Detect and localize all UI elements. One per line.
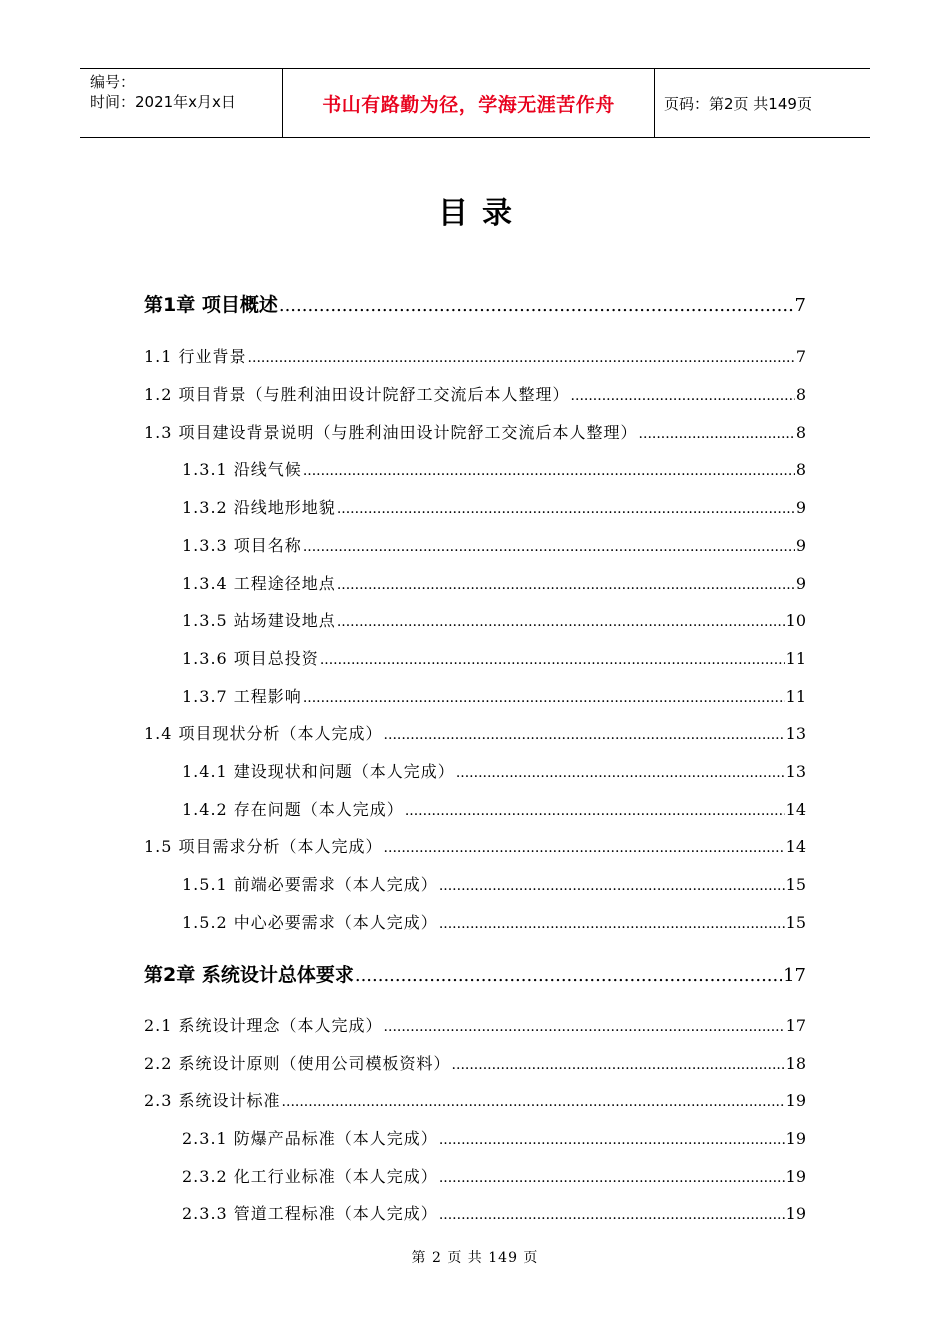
toc-entry-label: 1.2 项目背景（与胜利油田设计院舒工交流后本人整理） xyxy=(144,385,570,404)
toc-dot-leader xyxy=(337,614,785,630)
toc-entry[interactable] xyxy=(144,382,806,405)
toc-entry-page: 7 xyxy=(794,295,806,316)
toc-entry[interactable] xyxy=(182,495,806,518)
toc-entry-label: 2.3.3 管道工程标准（本人完成） xyxy=(182,1204,438,1223)
toc-entry[interactable] xyxy=(182,571,806,594)
toc-entry-label: 1.3.4 工程途径地点 xyxy=(182,574,336,593)
toc-entry-page: 19 xyxy=(785,1129,806,1148)
header-left-cell xyxy=(80,69,282,137)
toc-entry-label: 1.4.2 存在问题（本人完成） xyxy=(182,800,404,819)
toc-entry-page: 15 xyxy=(785,875,806,894)
page-footer: 第 2 页 共 149 页 xyxy=(411,1250,539,1266)
toc-entry-label: 2.3 系统设计标准 xyxy=(144,1091,281,1110)
toc-dot-leader xyxy=(303,539,795,555)
toc-entry-label: 2.3.1 防爆产品标准（本人完成） xyxy=(182,1129,438,1148)
toc-entry-label: 1.3.2 沿线地形地貌 xyxy=(182,498,336,517)
toc-entry-label: 2.2 系统设计原则（使用公司模板资料） xyxy=(144,1054,451,1073)
toc-entry[interactable] xyxy=(144,1088,806,1111)
toc-entry-page: 17 xyxy=(783,965,806,986)
toc-entry[interactable] xyxy=(144,721,806,744)
page-header xyxy=(80,68,870,138)
toc-entry-label: 1.1 行业背景 xyxy=(144,347,247,366)
toc-entry-page: 8 xyxy=(795,460,806,479)
toc-dot-leader xyxy=(337,577,795,593)
toc-entry-page: 14 xyxy=(785,800,806,819)
toc-entry-page: 11 xyxy=(785,649,806,668)
toc-dot-leader xyxy=(355,965,782,986)
toc-entry[interactable] xyxy=(144,960,806,987)
toc-entry-page: 9 xyxy=(795,498,806,517)
toc-entry-page: 18 xyxy=(785,1054,806,1073)
toc-entry[interactable] xyxy=(182,608,806,631)
toc-dot-leader xyxy=(405,803,785,819)
toc-entry-page: 7 xyxy=(795,347,806,366)
toc-entry[interactable] xyxy=(182,646,806,669)
toc-dot-leader xyxy=(248,350,795,366)
header-motto: 书山有路勤为径，学海无涯苦作舟 xyxy=(282,69,655,137)
toc-entry-page: 17 xyxy=(785,1016,806,1035)
toc-entry-page: 13 xyxy=(785,762,806,781)
toc-entry[interactable] xyxy=(182,1126,806,1149)
document-number-label: 编号： xyxy=(90,73,136,91)
toc-entry-label: 1.4 项目现状分析（本人完成） xyxy=(144,724,383,743)
toc-entry-label: 1.3.1 沿线气候 xyxy=(182,460,302,479)
toc-entry-page: 8 xyxy=(795,423,806,442)
toc-dot-leader xyxy=(571,388,795,404)
toc-dot-leader xyxy=(337,501,795,517)
toc-entry[interactable] xyxy=(182,457,806,480)
header-page-info: 页码：第2页 共149页 xyxy=(664,94,812,113)
toc-dot-leader xyxy=(439,1132,785,1148)
toc-dot-leader xyxy=(384,1019,785,1035)
toc-dot-leader xyxy=(439,916,785,932)
toc-entry[interactable] xyxy=(182,533,806,556)
toc-dot-leader xyxy=(439,1207,785,1223)
toc-entry-label: 2.3.2 化工行业标准（本人完成） xyxy=(182,1167,438,1186)
toc-entry-page: 19 xyxy=(785,1167,806,1186)
toc-dot-leader xyxy=(439,1170,785,1186)
document-date: 时间：2021年x月x日 xyxy=(90,93,236,111)
toc-dot-leader xyxy=(384,840,785,856)
toc-entry-page: 14 xyxy=(785,837,806,856)
toc-entry-label: 第2章 系统设计总体要求 xyxy=(144,964,354,986)
toc-dot-leader xyxy=(303,690,785,706)
toc-entry[interactable] xyxy=(144,290,806,317)
toc-dot-leader xyxy=(384,727,785,743)
toc-entry-label: 2.1 系统设计理念（本人完成） xyxy=(144,1016,383,1035)
toc-entry[interactable] xyxy=(182,759,806,782)
toc-entry-label: 1.5.1 前端必要需求（本人完成） xyxy=(182,875,438,894)
toc-entry[interactable] xyxy=(182,872,806,895)
toc-dot-leader xyxy=(639,426,795,442)
toc-entry-label: 第1章 项目概述 xyxy=(144,294,278,316)
toc-entry-label: 1.4.1 建设现状和问题（本人完成） xyxy=(182,762,455,781)
toc-entry[interactable] xyxy=(182,797,806,820)
toc-entry-label: 1.3.6 项目总投资 xyxy=(182,649,319,668)
toc-entry[interactable] xyxy=(144,344,806,367)
toc-entry-label: 1.3 项目建设背景说明（与胜利油田设计院舒工交流后本人整理） xyxy=(144,423,638,442)
toc-entry-page: 13 xyxy=(785,724,806,743)
toc-entry-page: 10 xyxy=(785,611,806,630)
toc-entry-page: 19 xyxy=(785,1091,806,1110)
toc-entry-label: 1.5 项目需求分析（本人完成） xyxy=(144,837,383,856)
toc-dot-leader xyxy=(279,295,794,316)
toc-dot-leader xyxy=(282,1094,785,1110)
toc-entry-page: 15 xyxy=(785,913,806,932)
toc-dot-leader xyxy=(456,765,785,781)
toc-entry[interactable] xyxy=(182,1164,806,1187)
toc-entry-label: 1.5.2 中心必要需求（本人完成） xyxy=(182,913,438,932)
toc-entry[interactable] xyxy=(144,1013,806,1036)
toc-dot-leader xyxy=(439,878,785,894)
toc-dot-leader xyxy=(320,652,785,668)
toc-entry[interactable] xyxy=(182,684,806,707)
toc-entry-page: 8 xyxy=(795,385,806,404)
toc-entry[interactable] xyxy=(144,420,806,443)
toc-entry-page: 19 xyxy=(785,1204,806,1223)
toc-entry[interactable] xyxy=(182,910,806,933)
toc-entry[interactable] xyxy=(144,1051,806,1074)
toc-entry-label: 1.3.5 站场建设地点 xyxy=(182,611,336,630)
toc-entry-label: 1.3.3 项目名称 xyxy=(182,536,302,555)
toc-entry-page: 11 xyxy=(785,687,806,706)
toc-entry-page: 9 xyxy=(795,574,806,593)
toc-dot-leader xyxy=(303,463,795,479)
page-title: 目录 xyxy=(438,196,526,231)
toc-dot-leader xyxy=(452,1057,785,1073)
toc-entry-page: 9 xyxy=(795,536,806,555)
toc-entry[interactable] xyxy=(182,1201,806,1224)
toc-entry-label: 1.3.7 工程影响 xyxy=(182,687,302,706)
toc-entry[interactable] xyxy=(144,834,806,857)
